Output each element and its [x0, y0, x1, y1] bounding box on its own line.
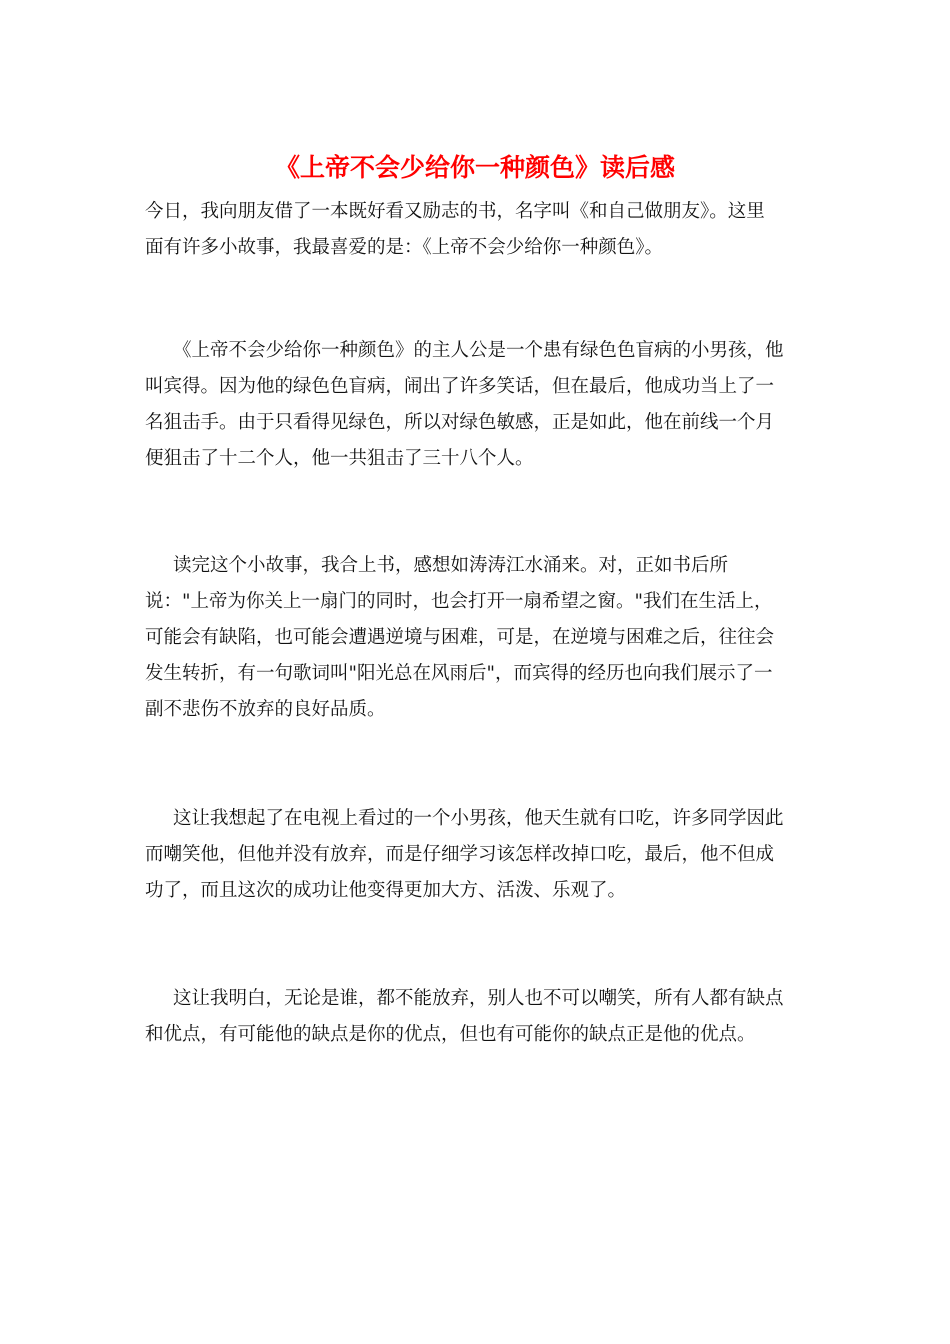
paragraph-4 — [145, 801, 805, 909]
paragraph-line: 副不悲伤不放弃的良好品质。 — [145, 699, 386, 720]
paragraph-line: 读完这个小故事，我合上书，感想如涛涛江水涌来。对，正如书后所 — [173, 555, 729, 576]
paragraph-line: 便狙击了十二个人，他一共狙击了三十八个人。 — [145, 448, 534, 469]
paragraph-line: 今日，我向朋友借了一本既好看又励志的书，名字叫《和自己做朋友》。这里 — [145, 201, 765, 222]
paragraph-line: 叫宾得。因为他的绿色色盲病，闹出了许多笑话，但在最后，他成功当上了一 — [145, 376, 775, 397]
paragraph-line: 《上帝不会少给你一种颜色》的主人公是一个患有绿色色盲病的小男孩，他 — [173, 340, 784, 361]
paragraph-3 — [145, 548, 805, 728]
paragraph-line: 面有许多小故事，我最喜爱的是：《上帝不会少给你一种颜色》。 — [145, 237, 664, 258]
paragraph-line: 和优点，有可能他的缺点是你的优点，但也有可能你的缺点正是他的优点。 — [145, 1024, 756, 1045]
paragraph-2 — [145, 333, 805, 477]
paragraph-line: 可能会有缺陷，也可能会遭遇逆境与困难，可是，在逆境与困难之后，往往会 — [145, 627, 775, 648]
paragraph-5 — [145, 981, 805, 1053]
document-title: 《上帝不会少给你一种颜色》读后感 — [274, 153, 675, 182]
paragraph-line: 功了，而且这次的成功让他变得更加大方、活泼、乐观了。 — [145, 880, 627, 901]
paragraph-line: 这让我想起了在电视上看过的一个小男孩，他天生就有口吃，许多同学因此 — [173, 808, 784, 829]
paragraph-line: 名狙击手。由于只看得见绿色，所以对绿色敏感，正是如此，他在前线一个月 — [145, 412, 775, 433]
paragraph-line: 说："上帝为你关上一扇门的同时，也会打开一扇希望之窗。"我们在生活上， — [145, 591, 773, 612]
paragraph-line: 这让我明白，无论是谁，都不能放弃，别人也不可以嘲笑，所有人都有缺点 — [173, 988, 784, 1009]
paragraph-1 — [145, 194, 805, 266]
paragraph-line: 而嘲笑他，但他并没有放弃，而是仔细学习该怎样改掉口吃，最后，他不但成 — [145, 844, 775, 865]
paragraph-line: 发生转折，有一句歌词叫"阳光总在风雨后"，而宾得的经历也向我们展示了一 — [145, 663, 773, 684]
